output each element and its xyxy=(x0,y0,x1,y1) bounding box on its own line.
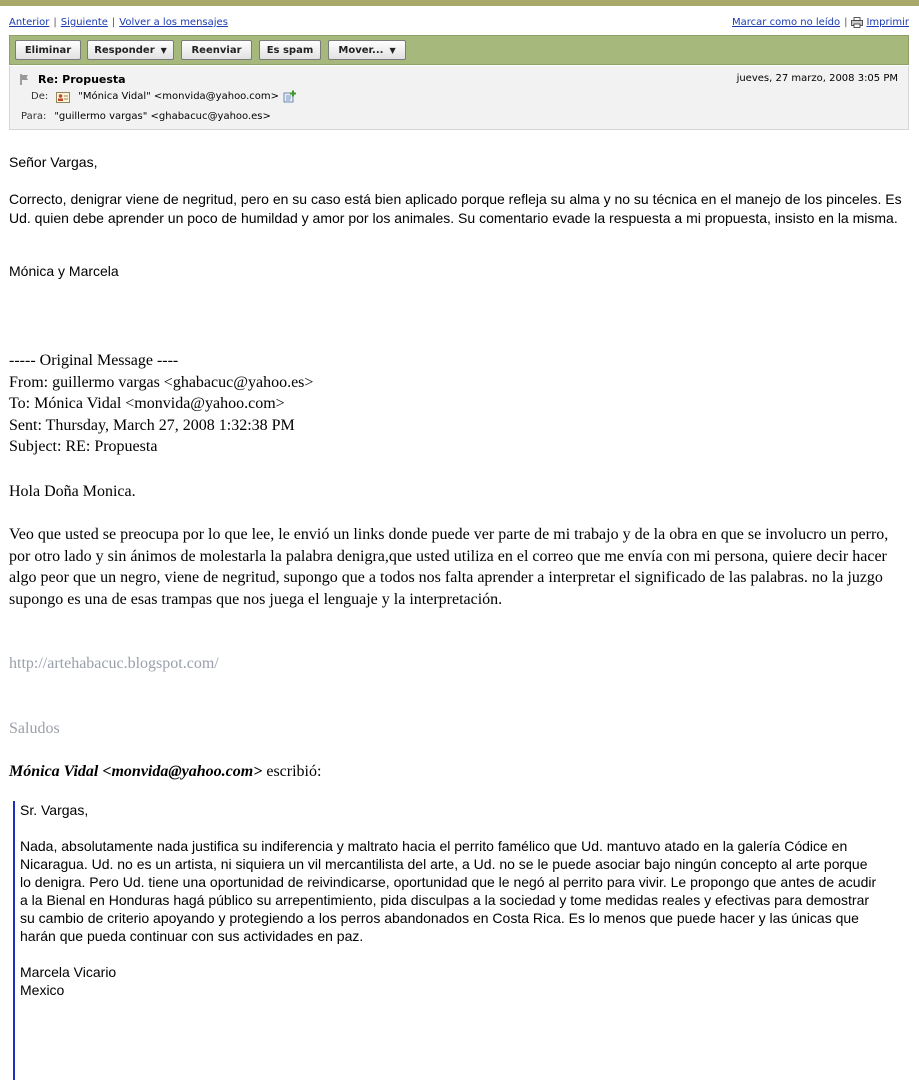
original-closing: Saludos xyxy=(9,720,60,737)
move-button-label: Mover... xyxy=(338,44,384,56)
reply-button[interactable] xyxy=(87,40,174,60)
quoted-signature-name: Marcela Vicario xyxy=(20,964,117,980)
reply-signature: Mónica y Marcela xyxy=(9,263,119,279)
original-from: From: guillermo vargas <ghabacuc@yahoo.es> xyxy=(9,373,314,391)
nav-separator: | xyxy=(53,17,57,28)
message-toolbar xyxy=(9,35,909,65)
add-contact-icon[interactable] xyxy=(283,90,296,103)
original-greeting: Hola Doña Monica. xyxy=(9,483,136,500)
to-label: Para: xyxy=(21,111,47,122)
wrote-line xyxy=(9,761,909,783)
original-to: To: Mónica Vidal <monvida@yahoo.com> xyxy=(9,395,285,412)
print-link[interactable]: Imprimir xyxy=(866,17,909,28)
reply-button-label: Responder xyxy=(94,44,155,56)
back-to-messages-link[interactable]: Volver a los mensajes xyxy=(119,17,228,28)
original-message-header: ----- Original Message ---- xyxy=(9,352,179,369)
quoted-signature-place: Mexico xyxy=(20,982,65,998)
message-subject: Re: Propuesta xyxy=(38,73,126,86)
message-date: jueves, 27 marzo, 2008 3:05 PM xyxy=(736,73,898,84)
forward-button[interactable] xyxy=(181,40,252,60)
quoted-body: Nada, absolutamente nada justifica su indiferencia y maltrato hacia el perrito famélico que Ud. mantuvo atado en la galería Códice en Nicaragua. Ud. no es un artista, ni siquiera un vil mercantilista del arte, a Ud. no se le puede asociar bajo ningún concepto al arte porque lo denigra. Pero Ud. tiene una oportunidad de reivindicarse, oportunidad que le negó al perrito para vivir. Le propongo que antes de acudir a la Bienal en Honduras hagá público su arrepentimiento, pida disculpas a la sociedad y tome medidas reales y efectivas para demostrar su cambio de criterio apoyando y protegiendo a los perros abandonados en Costa Rica. Es lo menos que puede hacer y las únicas que harán que pueda continuar con sus actividades en paz. xyxy=(20,838,877,944)
printer-icon[interactable] xyxy=(851,17,863,28)
blog-link[interactable]: http://artehabacuc.blogspot.com/ xyxy=(9,655,219,672)
from-row xyxy=(31,90,296,103)
spam-button[interactable] xyxy=(259,40,321,60)
chevron-down-icon[interactable]: ▼ xyxy=(389,45,396,55)
original-sent: Sent: Thursday, March 27, 2008 1:32:38 PM xyxy=(9,416,295,434)
delete-button[interactable] xyxy=(15,40,81,60)
to-row xyxy=(21,111,271,122)
message-header xyxy=(9,66,909,130)
move-button[interactable] xyxy=(328,40,406,60)
nav-actions xyxy=(732,17,909,28)
prev-link[interactable]: Anterior xyxy=(9,17,50,28)
quoted-greeting: Sr. Vargas, xyxy=(20,802,89,818)
original-subject: Subject: RE: Propuesta xyxy=(9,438,158,455)
wrote-suffix: escribió: xyxy=(262,763,322,780)
reply-body: Correcto, denigrar viene de negritud, pero en su caso está bien aplicado porque refleja su alma y no su técnica en el manejo de los pinceles. Es Ud. quien debe aprender un poco de humildad y amor por los animales. Su comentario evade la respuesta a mi propuesta, insisto en la misma. xyxy=(9,191,902,226)
from-label: De: xyxy=(31,91,49,102)
nav-links xyxy=(9,17,228,28)
quote-bar xyxy=(13,801,15,1080)
sender-address: "Mónica Vidal" <monvida@yahoo.com> xyxy=(78,91,280,102)
chevron-down-icon[interactable]: ▼ xyxy=(160,45,167,55)
spam-button-label: Es spam xyxy=(266,44,314,56)
mark-unread-link[interactable]: Marcar como no leído xyxy=(732,17,841,28)
original-body: Veo que usted se preocupa por lo que lee, le envió un links donde puede ver parte de mi trabajo y de la obra en que se involucro un perro, por otro lado y sin ánimos de molestarla la palabra denigra,que usted utiliza en el correo que me envía con mi persona, quiere decir hacer algo peor que un negro, viene de negritud, supongo que a todos nos falta aprender a interpretar el significado de las palabras. no la juzgo supongo es una de esas trampas que nos juega el lenguaje y la interpretación. xyxy=(9,526,889,608)
forward-button-label: Reenviar xyxy=(191,44,242,56)
delete-button-label: Eliminar xyxy=(24,44,72,56)
quoted-signature xyxy=(20,963,900,999)
contact-card-icon xyxy=(56,91,70,103)
next-link[interactable]: Siguiente xyxy=(60,17,108,28)
nav-separator: | xyxy=(844,17,848,28)
original-message-block xyxy=(9,350,909,458)
recipient-address: "guillermo vargas" <ghabacuc@yahoo.es> xyxy=(54,111,271,122)
message-nav-bar xyxy=(0,6,919,34)
quoted-author: Mónica Vidal <monvida@yahoo.com> xyxy=(9,763,263,780)
nav-separator: | xyxy=(111,17,116,28)
reply-greeting: Señor Vargas, xyxy=(9,154,98,170)
flag-icon[interactable] xyxy=(20,74,30,85)
